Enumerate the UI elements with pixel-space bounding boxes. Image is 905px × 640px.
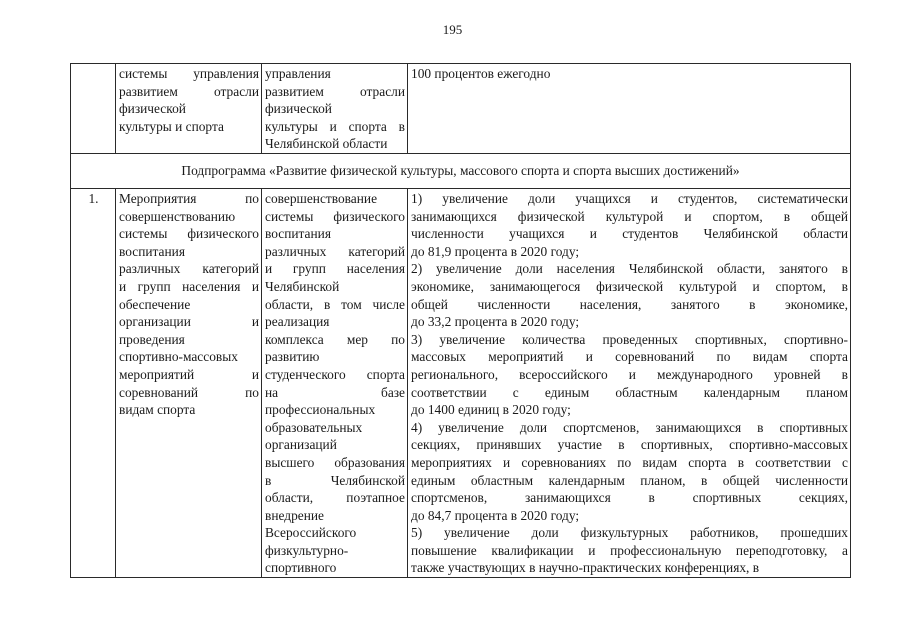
text-line: физкультурно-	[265, 542, 349, 558]
text-line: занимающихся физической культурой и спортом, в общей	[411, 208, 848, 224]
text-line: единым областным календарным планом, в общей численности	[411, 472, 848, 488]
text-line: системы физического	[119, 226, 259, 242]
text-line: комплекса мер по	[265, 331, 405, 347]
text-line: физической	[265, 101, 332, 117]
text-line: 1) увеличение доли учащихся и студентов, систематически	[411, 191, 848, 206]
text-line: различных категорий	[119, 261, 259, 277]
text-line: высшего образования	[265, 454, 405, 470]
text-line: общей численности населения, занятого в экономике,	[411, 296, 848, 312]
text-line: внедрение	[265, 507, 324, 523]
text-line: и групп населения	[265, 261, 405, 277]
program-table	[70, 63, 851, 578]
text-line: 4) увеличение доли спортсменов, занимающихся в спортивных	[411, 419, 848, 435]
text-line: также участвующих в научно-практических конференциях, в	[411, 560, 760, 576]
text-line: до 84,7 процента в 2020 году;	[411, 507, 580, 523]
event-lines	[119, 190, 259, 419]
text-line: до 33,2 процента в 2020 году;	[411, 314, 580, 330]
text-line: образовательных	[265, 419, 363, 435]
text-line: экономике, занимающегося физической культурой и спортом, в	[411, 278, 848, 294]
result-cell: 100 процентов ежегодно	[408, 64, 851, 154]
table-row	[71, 189, 851, 578]
text-line: проведения	[119, 331, 185, 347]
text-line: видам спорта	[119, 402, 196, 418]
text-line: совершенствованию	[119, 208, 236, 224]
text-line: на базе	[265, 384, 405, 400]
target-lines	[265, 65, 405, 153]
text-line: Мероприятия по	[119, 191, 259, 206]
text-line: профессиональных	[265, 402, 376, 418]
target-cell	[262, 189, 408, 578]
event-lines	[119, 65, 259, 135]
event-cell	[116, 189, 262, 578]
subprogram-title: Подпрограмма «Развитие физической культуры, массового спорта и спорта высших достижений»	[71, 154, 851, 189]
text-line: физической	[119, 101, 186, 117]
text-line: мероприятий и	[119, 366, 259, 382]
text-line: 3) увеличение количества проведенных спортивных, спортивно-	[411, 331, 848, 347]
result-cell	[408, 189, 851, 578]
text-line: регионального, всероссийского и международного уровней в	[411, 366, 848, 382]
text-line: организаций	[265, 437, 337, 453]
text-line: секциях, принявших участие в спортивных, спортивно-массовых	[411, 437, 848, 453]
text-line: мероприятиях и соревнованиях по видам спорта в соответствии с	[411, 454, 848, 470]
text-line: в Челябинской	[265, 472, 405, 488]
row-number-cell	[71, 64, 116, 154]
text-line: до 81,9 процента в 2020 году;	[411, 243, 580, 259]
text-line: спортивно-массовых	[119, 349, 238, 365]
text-line: воспитания	[265, 226, 331, 242]
text-line: культуры и спорта	[119, 118, 224, 134]
table-row	[71, 154, 851, 189]
text-line: реализация	[265, 314, 330, 330]
text-line: управления	[265, 66, 331, 81]
text-line: системы физического	[265, 208, 405, 224]
text-line: спортсменов, занимающихся в спортивных секциях,	[411, 490, 848, 506]
text-line: развитием отрасли	[265, 83, 405, 99]
text-line: 5) увеличение доли физкультурных работников, прошедших	[411, 525, 848, 541]
text-line: области, в том числе	[265, 296, 405, 312]
page-number: 195	[442, 22, 463, 37]
text-line: соответствии с единым областным календарным планом	[411, 384, 848, 400]
target-cell	[262, 64, 408, 154]
text-line: области, поэтапное	[265, 490, 405, 506]
text-line: и групп населения и	[119, 278, 259, 294]
text-line: развитием отрасли	[119, 83, 259, 99]
text-line: организации и	[119, 314, 259, 330]
text-line: Всероссийского	[265, 525, 357, 541]
row-number-cell: 1.	[71, 189, 116, 578]
text-line: обеспечение	[119, 296, 191, 312]
text-line: массовых мероприятий и соревнований по видам спорта	[411, 349, 848, 365]
text-line: спортивного	[265, 560, 337, 576]
text-line: различных категорий	[265, 243, 405, 259]
text-line: культуры и спорта в	[265, 118, 405, 134]
table-row	[71, 64, 851, 154]
text-line: повышение квалификации и профессиональную переподготовку, а	[411, 542, 848, 558]
result-lines	[411, 190, 848, 577]
text-line: развитию	[265, 349, 320, 365]
text-line: численности учащихся и студентов Челябинской области	[411, 226, 848, 242]
event-cell	[116, 64, 262, 154]
target-lines	[265, 190, 405, 577]
text-line: соревнований по	[119, 384, 259, 400]
text-line: совершенствование	[265, 191, 378, 206]
text-line: системы управления	[119, 66, 259, 81]
text-line: Челябинской области	[265, 136, 388, 152]
text-line: воспитания	[119, 243, 185, 259]
text-line: Челябинской	[265, 278, 340, 294]
text-line: 2) увеличение доли населения Челябинской области, занятого в	[411, 261, 848, 277]
text-line: студенческого спорта	[265, 366, 405, 382]
text-line: до 1400 единиц в 2020 году;	[411, 402, 571, 418]
